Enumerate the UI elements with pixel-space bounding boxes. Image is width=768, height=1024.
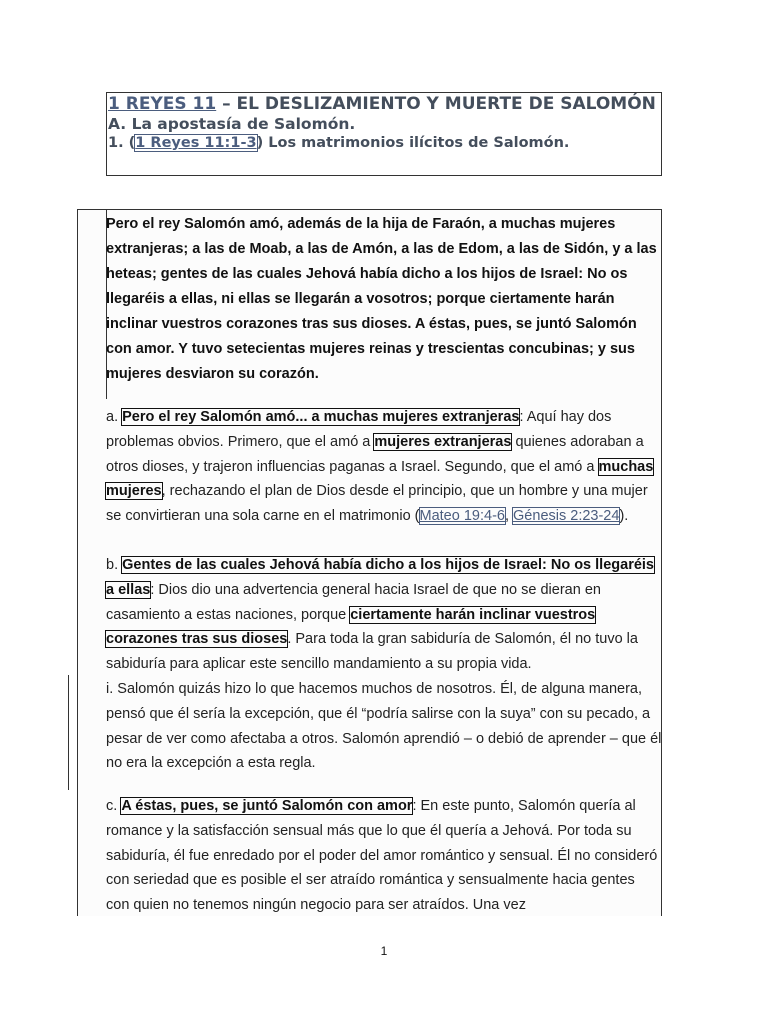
subsection-a-title: A. La apostasía de Salomón. bbox=[108, 115, 356, 133]
genesis-link[interactable]: Génesis 2:23-24 bbox=[513, 508, 620, 525]
chapter-link[interactable]: 1 REYES 11 bbox=[108, 94, 217, 114]
commentary-paragraph-c: c. A éstas, pues, se juntó Salomón con amor: En este punto, Salomón quería al romance y la satisfacción sensual más que lo que él quería a Jehová. Por toda su sabiduría, él fue enredado por el poder del amor romántico y sensual. Él no consideró con seriedad que es posible el ser atraído romántica y sensualmente hacia gentes con quien no tenemos ningún negocio para ser atraídos. Una vez bbox=[106, 798, 658, 914]
change-bar bbox=[77, 386, 78, 676]
commentary-paragraph-b: b. Gentes de las cuales Jehová había dicho a los hijos de Israel: No os llegaréis a ellas: Dios dio una advertencia general hacia Israel de que no se dieran en casamiento a estas naciones, porque ciertamente harán inclinar vuestros corazones tras sus dioses. Para toda la gran sabiduría de Salomón, él no tuvo la sabiduría para aplicar este sencillo mandamiento a su propia vida. bbox=[106, 557, 654, 673]
commentary-paragraph-a: a. Pero el rey Salomón amó... a muchas mujeres extranjeras: Aquí hay dos problemas obvios. Primero, que el amó a mujeres extranjeras quienes adoraban a otros dioses, y trajeron influencias paganas a Israel. Segundo, que el amó a muchas mujeres, rechazando el plan de Dios desde el principio, que un hombre y una mujer se convirtieran una sola carne en el matrimonio (Mateo 19:4-6, Génesis 2:23-24). bbox=[106, 409, 654, 525]
section-header bbox=[106, 92, 662, 176]
chapter-title: 1 REYES 11 – EL DESLIZAMIENTO Y MUERTE DE SALOMÓN bbox=[108, 94, 656, 114]
change-bar bbox=[68, 675, 69, 790]
verse-link[interactable]: 1 Reyes 11:1-3 bbox=[135, 135, 257, 151]
matthew-link[interactable]: Mateo 19:4-6 bbox=[419, 508, 505, 525]
scripture-quote: Pero el rey Salomón amó, además de la hija de Faraón, a muchas mujeres extranjeras; a las de Moab, a las de Amón, a las de Edom, a las de Sidón, y a las heteas; gentes de las cuales Jehová había dicho a los hijos de Israel: No os llegaréis a ellas, ni ellas se llegarán a vosotros; porque ciertamente harán inclinar vuestros corazones tras sus dioses. A éstas, pues, se juntó Salomón con amor. Y tuvo setecientas mujeres reinas y trescientas concubinas; y sus mujeres desviaron su corazón. bbox=[106, 216, 657, 382]
subsection-1-title: 1. (1 Reyes 11:1-3) Los matrimonios ilícitos de Salomón. bbox=[108, 135, 570, 151]
page-number: 1 bbox=[380, 944, 388, 958]
commentary-paragraph-i: i. Salomón quizás hizo lo que hacemos muchos de nosotros. Él, de alguna manera, pensó que él sería la excepción, que él “podría salirse con la suya” con su pecado, a pesar de ver como afectaba a otros. Salomón aprendió – o debió de aprender – que él no era la excepción a esta regla. bbox=[106, 681, 662, 772]
